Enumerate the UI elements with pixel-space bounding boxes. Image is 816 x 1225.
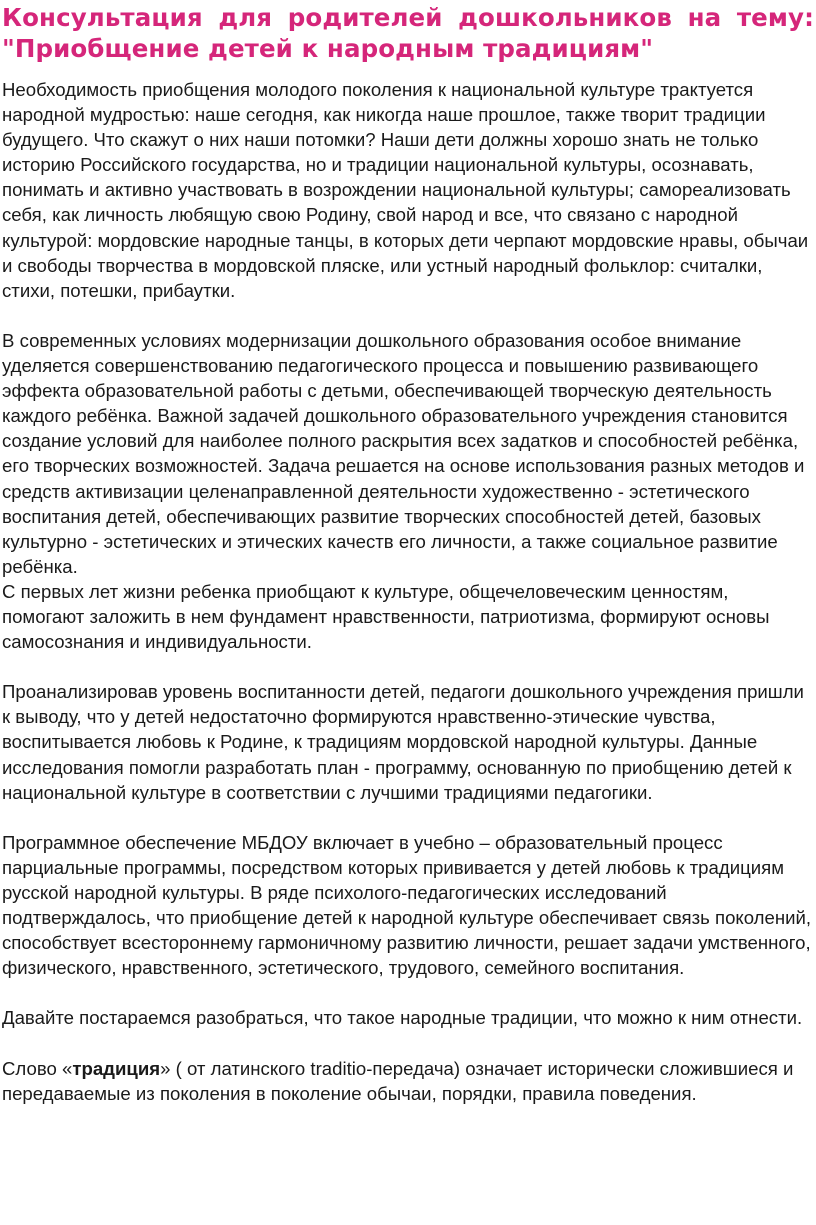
paragraph-lets-figure-out: Давайте постараемся разобраться, что такое народные традиции, что можно к ним отнести. [2, 1007, 803, 1029]
document-body [2, 77, 814, 1106]
definition-term: традиция [72, 1057, 161, 1079]
paragraph-spacer [2, 1031, 814, 1056]
paragraph-spacer [2, 980, 814, 1005]
paragraph-spacer [2, 805, 814, 830]
paragraph-first-years: С первых лет жизни ребенка приобщают к культуре, общечеловеческим ценностям, помогают заложить в нем фундамент нравственности, патриотизма, формируют основы самосознания и индивидуальности. [2, 580, 770, 653]
definition-rest-text: » ( от латинского traditio-передача) означает исторически сложившиеся и передаваемые из поколения в поколение обычаи, порядки, правила поведения. [2, 1057, 794, 1104]
paragraph-modernization: В современных условиях модернизации дошкольного образования особое внимание уделяется совершенствованию педагогического процесса и повышению развивающего эффекта образовательной работы с детьми, обеспечивающей творческую деятельность каждого ребёнка. Важной задачей дошкольного образовательного учреждения становится создание условий для наиболее полного раскрытия всех задатков и способностей ребёнка, его творческих возможностей. Задача решается на основе использования разных методов и средств активизации целенаправленной деятельности художественно - эстетического воспитания детей, обеспечивающих развитие творческих способностей детей, базовых культурно - эстетических и этических качеств его личности, а также социальное развитие ребёнка. [2, 329, 805, 577]
definition-lead-text: Слово « [2, 1057, 73, 1079]
paragraph-spacer [2, 654, 814, 679]
document-title: Консультация для родителей дошкольников на тему: "Приобщение детей к народным традициям" [2, 3, 814, 63]
paragraph-analysis: Проанализировав уровень воспитанности детей, педагоги дошкольного учреждения пришли к выводу, что у детей недостаточно формируются нравственно-этические чувства, воспитывается любовь к Родине, к традициям мордовской народной культуры. Данные исследования помогли разработать план - программу, основанную по приобщению детей к национальной культуре в соответствии с лучшими традициями педагогики. [2, 681, 804, 803]
paragraph-program: Программное обеспечение МБДОУ включает в учебно – образовательный процесс парциальные программы, посредством которых прививается у детей любовь к традициям русской народной культуры. В ряде психолого-педагогических исследований подтверждалось, что приобщение детей к народной культуре обеспечивает связь поколений, способствует всестороннему гармоничному развитию личности, решает задачи умственного, физического, нравственного, эстетического, трудового, семейного воспитания. [2, 831, 812, 979]
paragraph-intro: Необходимость приобщения молодого поколения к национальной культуре трактуется народной мудростью: наше сегодня, как никогда наше прошлое, также творит традиции будущего. Что скажут о них наши потомки? Наши дети должны хорошо знать не только историю Российского государства, но и традиции национальной культуры, осознавать, понимать и активно участвовать в возрождении национальной культуры; самореализовать себя, как личность любящую свою Родину, свой народ и все, что связано с народной культурой: мордовские народные танцы, в которых дети черпают мордовские нравы, обычаи и свободы творчества в мордовской пляске, или устный народный фольклор: считалки, стихи, потешки, прибаутки. [2, 79, 809, 301]
paragraph-tradition-definition [2, 1056, 814, 1106]
paragraph-spacer [2, 303, 814, 328]
